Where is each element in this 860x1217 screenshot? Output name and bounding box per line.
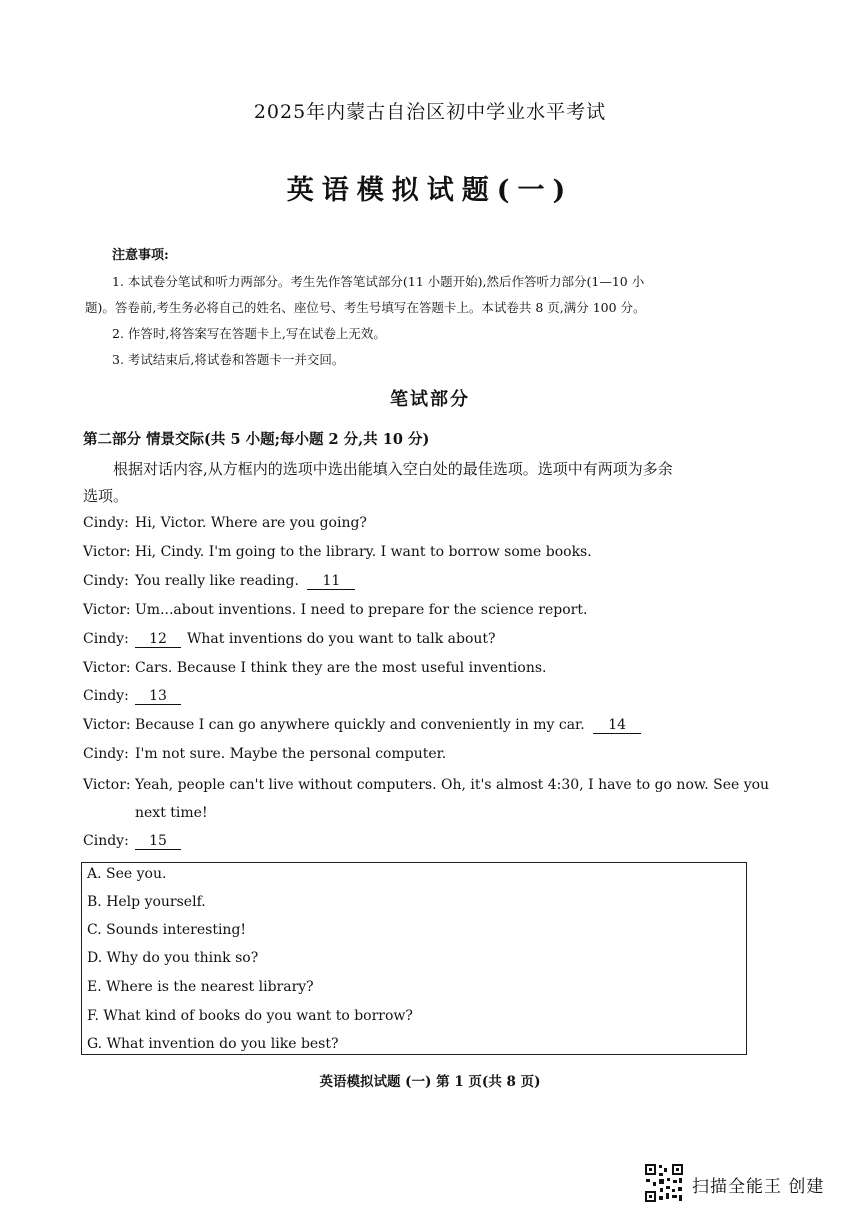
dialogue-text: Um...about inventions. I need to prepare for the science report. bbox=[135, 602, 588, 618]
notice-line: 2. 作答时,将答案写在答题卡上,写在试卷上无效。 bbox=[112, 326, 386, 341]
dialogue-text: Because I can go anywhere quickly and conveniently in my car. bbox=[135, 717, 585, 733]
dialogue-text: Cars. Because I think they are the most useful inventions. bbox=[135, 660, 547, 676]
speaker-label: Victor: bbox=[83, 602, 131, 618]
options-box bbox=[81, 862, 747, 1055]
speaker-label: Victor: bbox=[83, 777, 131, 793]
option-f[interactable]: F. What kind of books do you want to borrow? bbox=[87, 1008, 413, 1024]
dialogue-line bbox=[83, 602, 587, 618]
dialogue-text-cont: next time! bbox=[135, 805, 208, 821]
speaker-label: Cindy: bbox=[83, 573, 129, 589]
notice-heading: 注意事项: bbox=[112, 248, 169, 263]
paper-title: 英语模拟试题(一) bbox=[286, 175, 574, 206]
answer-blank[interactable]: 15 bbox=[135, 833, 181, 850]
speaker-label: Cindy: bbox=[83, 746, 129, 762]
option-e[interactable]: E. Where is the nearest library? bbox=[87, 979, 314, 995]
dialogue-line bbox=[83, 717, 641, 734]
option-b[interactable]: B. Help yourself. bbox=[87, 894, 206, 910]
speaker-label: Cindy: bbox=[83, 631, 129, 647]
notice-line: 1. 本试卷分笔试和听力两部分。考生先作答笔试部分(11 小题开始),然后作答听力部分(1—10 小 bbox=[112, 274, 645, 289]
instruction-line: 根据对话内容,从方框内的选项中选出能填入空白处的最佳选项。选项中有两项为多余 bbox=[113, 460, 673, 478]
instruction-line: 选项。 bbox=[83, 487, 129, 505]
notice-line: 3. 考试结束后,将试卷和答题卡一并交回。 bbox=[112, 352, 345, 367]
dialogue-line bbox=[83, 833, 181, 850]
dialogue-line bbox=[83, 573, 355, 590]
option-g[interactable]: G. What invention do you like best? bbox=[87, 1036, 339, 1052]
answer-blank[interactable]: 13 bbox=[135, 688, 181, 705]
notice-line: 题)。答卷前,考生务必将自己的姓名、座位号、考生号填写在答题卡上。本试卷共 8 页,满分 100 分。 bbox=[85, 300, 646, 315]
dialogue-text: Hi, Cindy. I'm going to the library. I want to borrow some books. bbox=[135, 544, 592, 560]
speaker-label: Victor: bbox=[83, 544, 131, 560]
dialogue-text: Yeah, people can't live without computers. Oh, it's almost 4:30, I have to go now. See you bbox=[135, 777, 770, 793]
speaker-label: Cindy: bbox=[83, 688, 129, 704]
dialogue-line bbox=[83, 688, 181, 705]
part-heading: 第二部分 情景交际(共 5 小题;每小题 2 分,共 10 分) bbox=[83, 431, 430, 448]
qr-code-icon bbox=[644, 1163, 684, 1203]
speaker-label: Cindy: bbox=[83, 833, 129, 849]
speaker-label: Victor: bbox=[83, 660, 131, 676]
dialogue-text: I'm not sure. Maybe the personal computer. bbox=[135, 746, 447, 762]
scanner-watermark: 扫描全能王 创建 bbox=[692, 1177, 825, 1197]
answer-blank[interactable]: 14 bbox=[593, 717, 641, 734]
dialogue-line bbox=[83, 515, 367, 531]
dialogue-line bbox=[83, 777, 769, 793]
option-c[interactable]: C. Sounds interesting! bbox=[87, 922, 247, 938]
exam-title: 2025年内蒙古自治区初中学业水平考试 bbox=[253, 101, 607, 123]
dialogue-line bbox=[83, 544, 592, 560]
speaker-label: Cindy: bbox=[83, 515, 129, 531]
dialogue-line bbox=[83, 631, 496, 648]
dialogue-line bbox=[83, 660, 547, 676]
option-d[interactable]: D. Why do you think so? bbox=[87, 950, 259, 966]
speaker-label: Victor: bbox=[83, 717, 131, 733]
dialogue-text: You really like reading. bbox=[135, 573, 299, 589]
dialogue-text: What inventions do you want to talk about? bbox=[187, 631, 496, 647]
dialogue-text: Hi, Victor. Where are you going? bbox=[135, 515, 367, 531]
option-a[interactable]: A. See you. bbox=[87, 866, 167, 882]
answer-blank[interactable]: 11 bbox=[307, 573, 355, 590]
section-title: 笔试部分 bbox=[390, 389, 470, 410]
dialogue-line bbox=[83, 746, 446, 762]
answer-blank[interactable]: 12 bbox=[135, 631, 181, 648]
page-footer: 英语模拟试题 (一) 第 1 页(共 8 页) bbox=[319, 1074, 541, 1090]
